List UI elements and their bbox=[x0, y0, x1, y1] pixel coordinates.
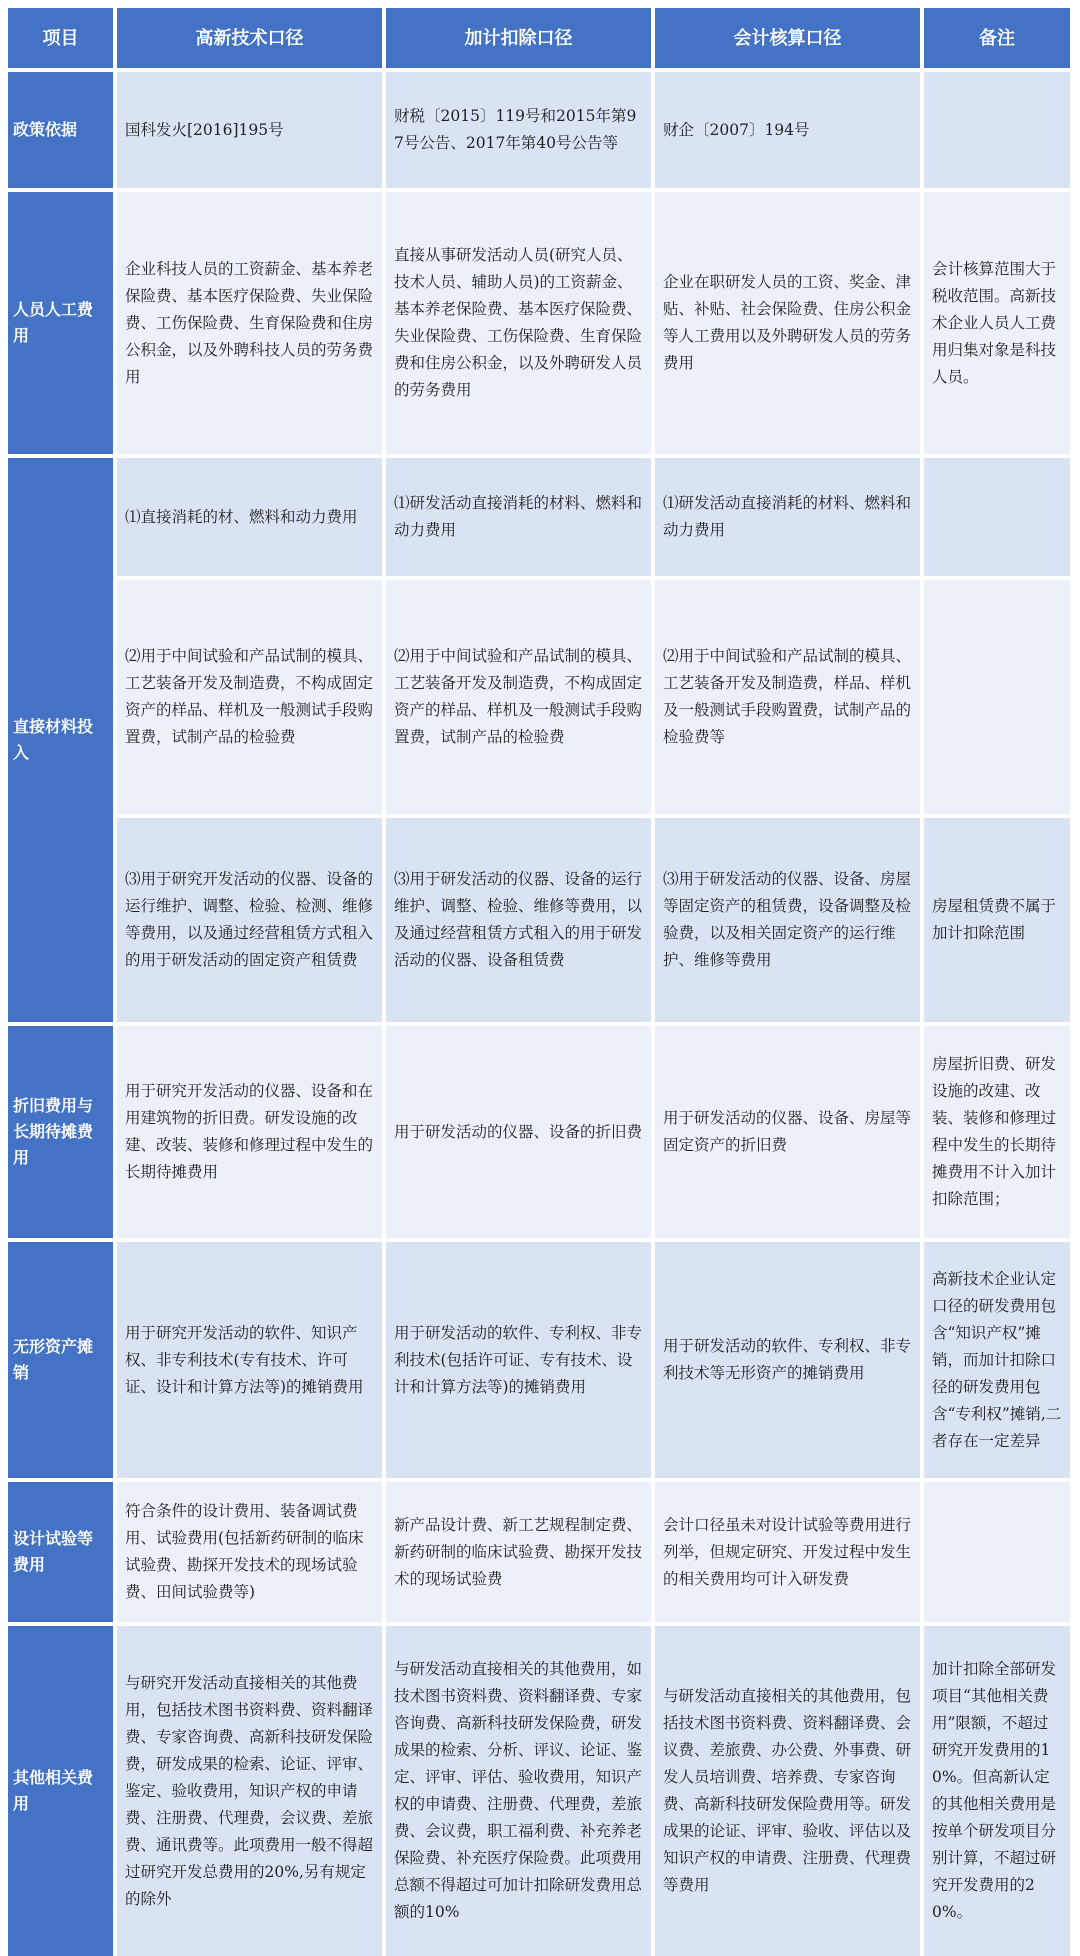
policy-high-tech: 国科发火[2016]195号 bbox=[117, 72, 382, 188]
other-note: 加计扣除全部研发项目“其他相关费用”限额，不超过研究开发费用的10%。但高新认定的其他相关费用是按单个研发项目分别计算，不超过研究开发费用的20%。 bbox=[924, 1626, 1070, 1956]
materials-2-high-tech: ⑵用于中间试验和产品试制的模具、工艺装备开发及制造费，不构成固定资产的样品、样机及一般测试手段购置费，试制产品的检验费 bbox=[117, 580, 382, 814]
header-item: 项目 bbox=[8, 8, 113, 68]
header-note: 备注 bbox=[924, 8, 1070, 68]
row-label-design: 设计试验等费用 bbox=[8, 1482, 113, 1622]
policy-deduction: 财税〔2015〕119号和2015年第97号公告、2017年第40号公告等 bbox=[386, 72, 651, 188]
design-note bbox=[924, 1482, 1070, 1622]
materials-2-note bbox=[924, 580, 1070, 814]
comparison-table bbox=[8, 8, 1072, 1956]
materials-3-high-tech: ⑶用于研究开发活动的仪器、设备的运行维护、调整、检验、检测、维修等费用，以及通过经营租赁方式租入的用于研发活动的固定资产租赁费 bbox=[117, 818, 382, 1022]
row-label-policy: 政策依据 bbox=[8, 72, 113, 188]
intangible-high-tech: 用于研究开发活动的软件、知识产权、非专利技术(专有技术、许可证、设计和计算方法等)的摊销费用 bbox=[117, 1242, 382, 1478]
depreciation-accounting: 用于研发活动的仪器、设备、房屋等固定资产的折旧费 bbox=[655, 1026, 920, 1238]
row-label-materials: 直接材料投入 bbox=[8, 458, 113, 1022]
materials-2-deduction: ⑵用于中间试验和产品试制的模具、工艺装备开发及制造费，不构成固定资产的样品、样机及一般测试手段购置费，试制产品的检验费 bbox=[386, 580, 651, 814]
other-deduction: 与研发活动直接相关的其他费用，如技术图书资料费、资料翻译费、专家咨询费、高新科技研发保险费，研发成果的检索、分析、评议、论证、鉴定、评审、评估、验收费用，知识产权的申请费、注册费、代理费，差旅费、会议费，职工福利费、补充养老保险费、补充医疗保险费。此项费用总额不得超过可加计扣除研发费用总额的10% bbox=[386, 1626, 651, 1956]
personnel-high-tech: 企业科技人员的工资薪金、基本养老保险费、基本医疗保险费、失业保险费、工伤保险费、生育保险费和住房公积金，以及外聘科技人员的劳务费用 bbox=[117, 192, 382, 454]
materials-1-deduction: ⑴研发活动直接消耗的材料、燃料和动力费用 bbox=[386, 458, 651, 576]
row-label-other: 其他相关费用 bbox=[8, 1626, 113, 1956]
other-high-tech: 与研究开发活动直接相关的其他费用，包括技术图书资料费、资料翻译费、专家咨询费、高新科技研发保险费，研发成果的检索、论证、评审、鉴定、验收费用，知识产权的申请费、注册费、代理费，会议费、差旅费、通讯费等。此项费用一般不得超过研究开发总费用的20%,另有规定的除外 bbox=[117, 1626, 382, 1956]
policy-accounting: 财企〔2007〕194号 bbox=[655, 72, 920, 188]
design-high-tech: 符合条件的设计费用、装备调试费用、试验费用(包括新药研制的临床试验费、勘探开发技术的现场试验费、田间试验费等) bbox=[117, 1482, 382, 1622]
personnel-note: 会计核算范围大于税收范围。高新技术企业人员人工费用归集对象是科技人员。 bbox=[924, 192, 1070, 454]
personnel-accounting: 企业在职研发人员的工资、奖金、津贴、补贴、社会保险费、住房公积金等人工费用以及外聘研发人员的劳务费用 bbox=[655, 192, 920, 454]
policy-note bbox=[924, 72, 1070, 188]
header-high-tech: 高新技术口径 bbox=[117, 8, 382, 68]
materials-1-accounting: ⑴研发活动直接消耗的材料、燃料和动力费用 bbox=[655, 458, 920, 576]
header-deduction: 加计扣除口径 bbox=[386, 8, 651, 68]
row-label-personnel: 人员人工费用 bbox=[8, 192, 113, 454]
materials-3-accounting: ⑶用于研发活动的仪器、设备、房屋等固定资产的租赁费，设备调整及检验费，以及相关固定资产的运行维护、维修等费用 bbox=[655, 818, 920, 1022]
design-deduction: 新产品设计费、新工艺规程制定费、新药研制的临床试验费、勘探开发技术的现场试验费 bbox=[386, 1482, 651, 1622]
materials-3-deduction: ⑶用于研发活动的仪器、设备的运行维护、调整、检验、维修等费用，以及通过经营租赁方式租入的用于研发活动的仪器、设备租赁费 bbox=[386, 818, 651, 1022]
depreciation-deduction: 用于研发活动的仪器、设备的折旧费 bbox=[386, 1026, 651, 1238]
materials-3-note: 房屋租赁费不属于加计扣除范围 bbox=[924, 818, 1070, 1022]
intangible-deduction: 用于研发活动的软件、专利权、非专利技术(包括许可证、专有技术、设计和计算方法等)的摊销费用 bbox=[386, 1242, 651, 1478]
materials-1-high-tech: ⑴直接消耗的材、燃料和动力费用 bbox=[117, 458, 382, 576]
header-accounting: 会计核算口径 bbox=[655, 8, 920, 68]
row-label-depreciation: 折旧费用与长期待摊费用 bbox=[8, 1026, 113, 1238]
intangible-accounting: 用于研发活动的软件、专利权、非专利技术等无形资产的摊销费用 bbox=[655, 1242, 920, 1478]
materials-1-note bbox=[924, 458, 1070, 576]
design-accounting: 会计口径虽未对设计试验等费用进行列举，但规定研究、开发过程中发生的相关费用均可计入研发费 bbox=[655, 1482, 920, 1622]
row-label-intangible: 无形资产摊销 bbox=[8, 1242, 113, 1478]
materials-2-accounting: ⑵用于中间试验和产品试制的模具、工艺装备开发及制造费，样品、样机及一般测试手段购置费，试制产品的检验费等 bbox=[655, 580, 920, 814]
personnel-deduction: 直接从事研发活动人员(研究人员、技术人员、辅助人员)的工资薪金、基本养老保险费、基本医疗保险费、失业保险费、工伤保险费、生育保险费和住房公积金，以及外聘研发人员的劳务费用 bbox=[386, 192, 651, 454]
other-accounting: 与研发活动直接相关的其他费用，包括技术图书资料费、资料翻译费、会议费、差旅费、办公费、外事费、研发人员培训费、培养费、专家咨询费、高新科技研发保险费用等。研发成果的论证、评审、验收、评估以及知识产权的申请费、注册费、代理费等费用 bbox=[655, 1626, 920, 1956]
depreciation-high-tech: 用于研究开发活动的仪器、设备和在用建筑物的折旧费。研发设施的改建、改装、装修和修理过程中发生的长期待摊费用 bbox=[117, 1026, 382, 1238]
intangible-note: 高新技术企业认定口径的研发费用包含“知识产权”摊销，而加计扣除口径的研发费用包含“专利权”摊销,二者存在一定差异 bbox=[924, 1242, 1070, 1478]
depreciation-note: 房屋折旧费、研发设施的改建、改装、装修和修理过程中发生的长期待摊费用不计入加计扣除范围； bbox=[924, 1026, 1070, 1238]
